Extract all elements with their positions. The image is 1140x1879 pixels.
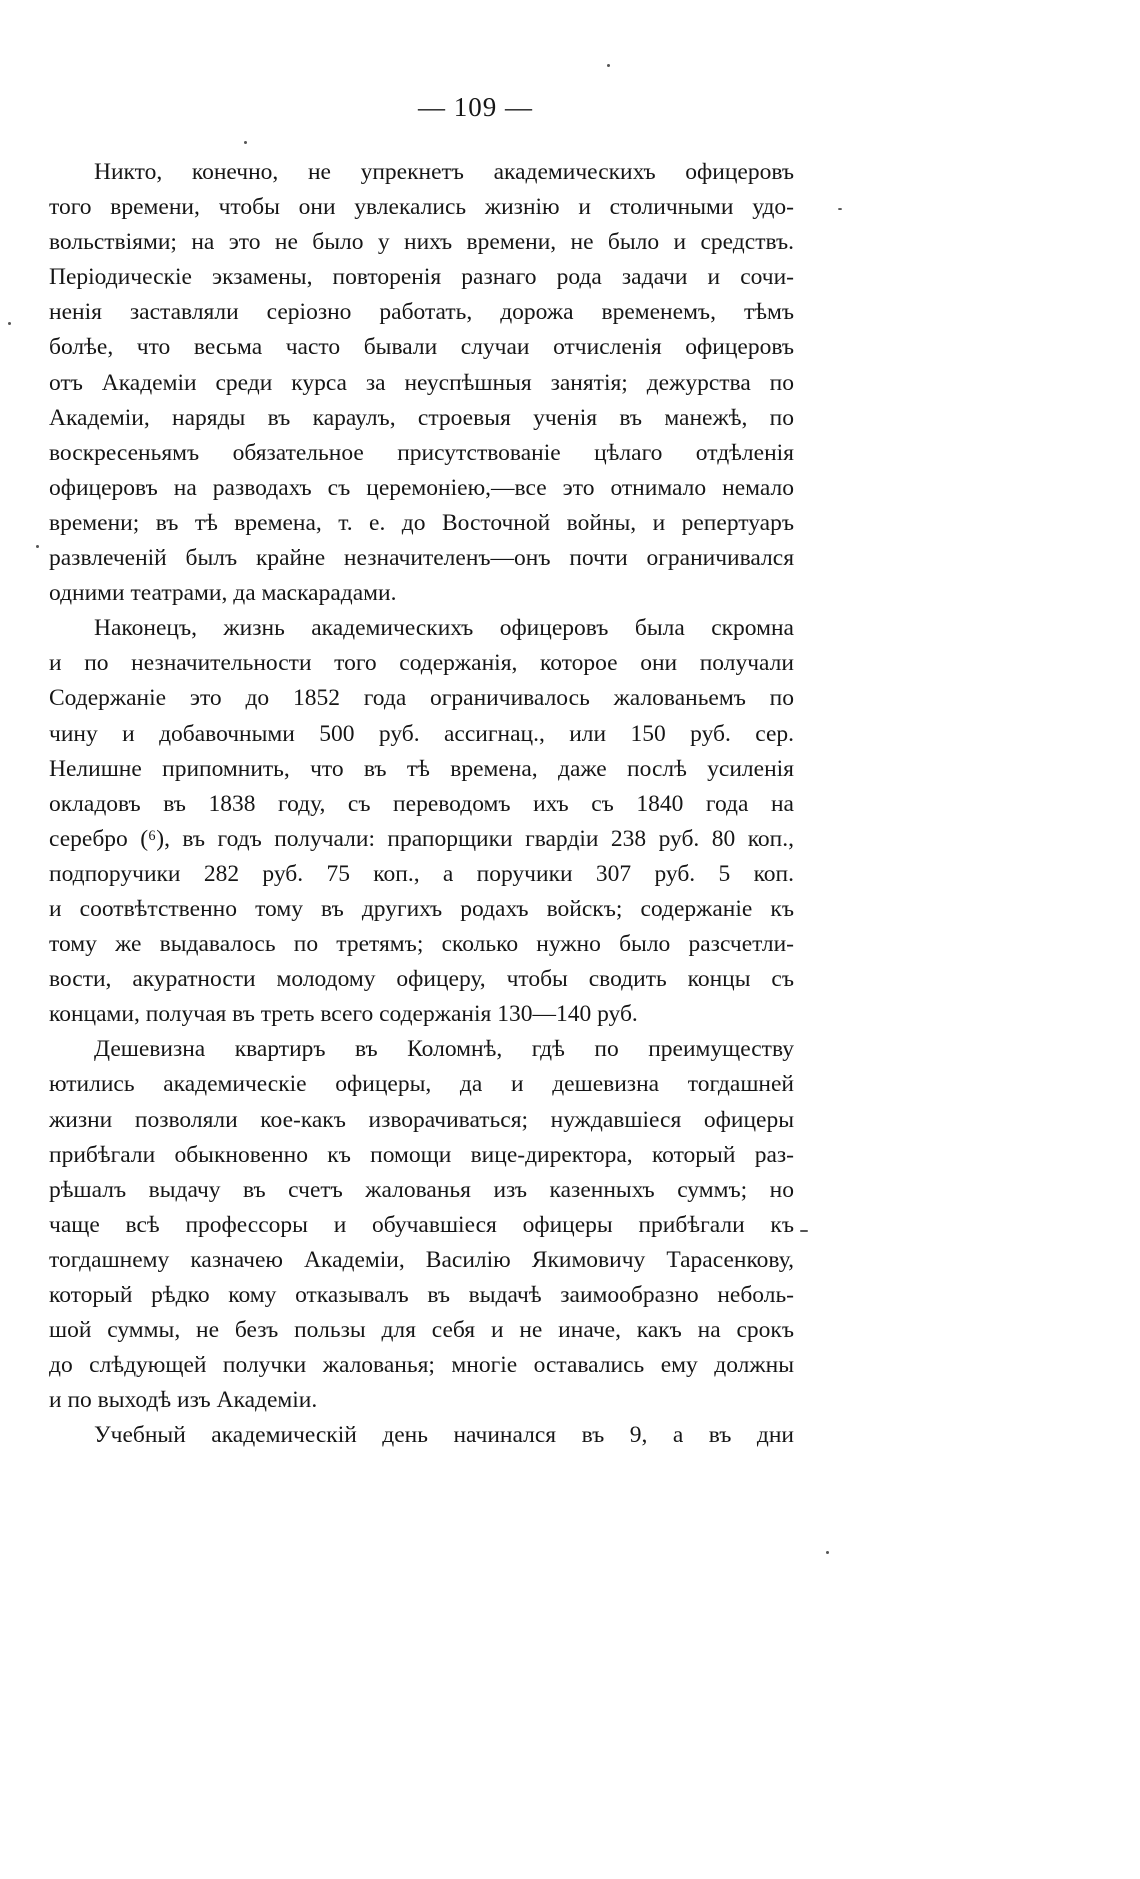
scan-speck	[607, 64, 610, 67]
text-line: жизни позволяли кое-какъ изворачиваться; нуждавшіеся офицеры	[49, 1106, 794, 1133]
text-line: который рѣдко кому отказывалъ въ выдачѣ заимообразно неболь-	[49, 1282, 794, 1308]
text-line: времени; въ тѣ времена, т. е. до Восточной войны, и репертуаръ	[49, 509, 794, 536]
text-line: шой суммы, не безъ пользы для себя и не иначе, какъ на срокъ	[49, 1317, 794, 1344]
paragraph-first-line: Дешевизна квартиръ въ Коломнѣ, гдѣ по преимуществу	[94, 1036, 794, 1063]
text-line: рѣшалъ выдачу въ счетъ жалованья изъ казенныхъ суммъ; но	[49, 1176, 794, 1203]
text-line: одними театрами, да маскарадами.	[49, 580, 397, 607]
text-line: тогдашнему казначею Академіи, Василію Якимовичу Тарасенкову,	[49, 1246, 794, 1273]
text-line: серебро (⁶), въ годъ получали: прапорщики гвардіи 238 руб. 80 коп.,	[49, 825, 794, 852]
text-line: чину и добавочными 500 руб. ассигнац., или 150 руб. сер.	[49, 720, 794, 747]
text-line: того времени, чтобы они увлекались жизнію и столичными удо-	[49, 194, 794, 221]
text-line: воскресеньямъ обязательное присутствованіе цѣлаго отдѣленія	[49, 439, 794, 466]
scan-speck	[826, 1551, 829, 1554]
paragraph-first-line: Учебный академическій день начинался въ 9, а въ дни	[94, 1422, 794, 1449]
paragraph-first-line: Никто, конечно, не упрекнетъ академическихъ офицеровъ	[94, 159, 794, 185]
text-line: офицеровъ на разводахъ съ церемоніею,—все это отнимало немало	[49, 474, 794, 501]
text-line: отъ Академіи среди курса за неуспѣшныя занятія; дежурства по	[49, 369, 794, 396]
text-line: и по выходѣ изъ Академіи.	[49, 1387, 318, 1414]
text-line: ненія заставляли серіозно работать, дорожа временемъ, тѣмъ	[49, 299, 794, 326]
text-line: ютились академическіе офицеры, да и дешевизна тогдашней	[49, 1071, 794, 1098]
scan-speck	[8, 322, 11, 325]
text-line: развлеченій былъ крайне незначителенъ—онъ почти ограничивался	[49, 545, 794, 572]
paragraph-first-line: Наконецъ, жизнь академическихъ офицеровъ была скромна	[94, 615, 794, 642]
scan-speck	[838, 208, 842, 210]
body-text	[49, 155, 794, 1453]
text-line: чаще всѣ профессоры и обучавшіеся офицеры прибѣгали къ	[49, 1211, 794, 1238]
text-line: болѣе, что весьма часто бывали случаи отчисленія офицеровъ	[49, 334, 794, 361]
text-line: Нелишне припомнить, что въ тѣ времена, даже послѣ усиленія	[49, 755, 794, 782]
text-line: вольствіями; на это не было у нихъ времени, не было и средствъ.	[49, 229, 794, 256]
scan-speck	[800, 1230, 808, 1232]
text-line: прибѣгали обыкновенно къ помощи вице-директора, который раз-	[49, 1141, 794, 1168]
text-line: окладовъ въ 1838 году, съ переводомъ ихъ съ 1840 года на	[49, 790, 794, 817]
page-number: — 109 —	[418, 92, 533, 122]
text-line: Содержаніе это до 1852 года ограничивалось жалованьемъ по	[49, 685, 794, 712]
text-line: и соотвѣтственно тому въ другихъ родахъ войскъ; содержаніе къ	[49, 895, 794, 922]
text-line: и по незначительности того содержанія, которое они получали	[49, 650, 794, 677]
text-line: вости, акуратности молодому офицеру, чтобы сводить концы съ	[49, 966, 794, 993]
text-line: до слѣдующей получки жалованья; многіе оставались ему должны	[49, 1352, 794, 1379]
text-line: Академіи, наряды въ караулъ, строевыя ученія въ манежѣ, по	[49, 404, 794, 431]
scan-speck	[36, 545, 39, 548]
text-line: концами, получая въ треть всего содержанія 130—140 руб.	[49, 1001, 638, 1028]
text-line: подпоручики 282 руб. 75 коп., а поручики 307 руб. 5 коп.	[49, 860, 794, 887]
text-line: тому же выдавалось по третямъ; сколько нужно было разсчетли-	[49, 931, 794, 958]
text-line: Періодическіе экзамены, повторенія разнаго рода задачи и сочи-	[49, 264, 794, 291]
scan-speck	[244, 141, 247, 144]
